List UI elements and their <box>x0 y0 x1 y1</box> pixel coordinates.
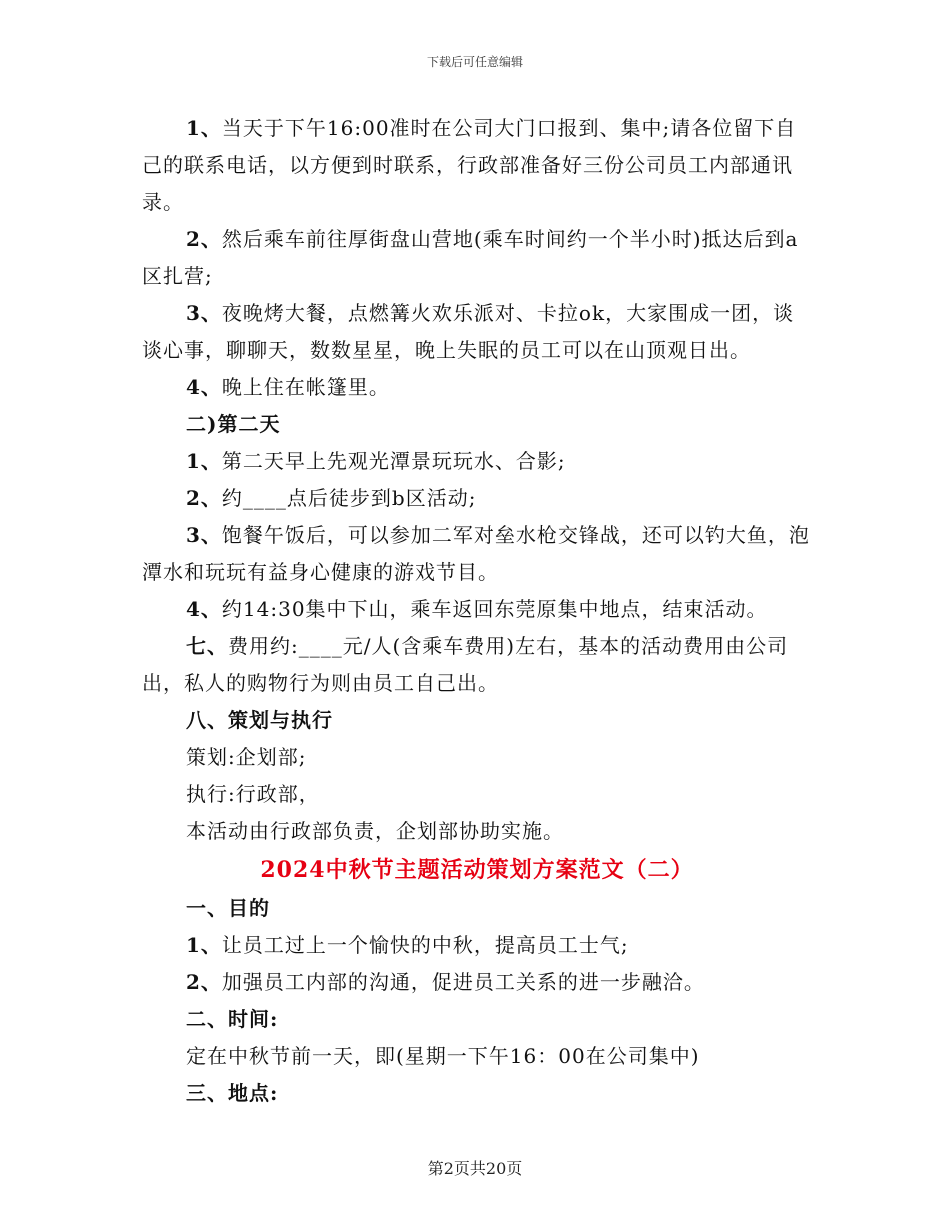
paragraph-text: 第二天早上先观光潭景玩玩水、合影; <box>221 449 566 473</box>
paragraph-purpose-item1 <box>142 927 812 964</box>
list-marker: 2、 <box>186 486 222 510</box>
section-heading-location: 三、地点: <box>186 1081 279 1105</box>
list-marker: 4、 <box>186 597 222 621</box>
section-heading-purpose: 一、目的 <box>186 896 270 920</box>
list-marker: 2、 <box>186 227 222 251</box>
paragraph-executor: 执行:行政部， <box>186 782 320 806</box>
paragraph-text: 晚上住在帐篷里。 <box>221 375 390 399</box>
paragraph-text: 夜晚烤大餐，点燃篝火欢乐派对、卡拉ok，大家围成一团，谈谈心事，聊聊天，数数星星，晚上失眠的员工可以在山顶观日出。 <box>142 301 795 362</box>
paragraph-planner: 策划:企划部; <box>186 745 307 769</box>
document-body <box>142 110 812 1112</box>
paragraph-cost <box>142 628 812 702</box>
list-marker: 2、 <box>186 970 222 994</box>
list-marker: 3、 <box>186 523 222 547</box>
section-marker: 七、 <box>186 634 228 658</box>
paragraph-day2-item2 <box>142 480 812 517</box>
paragraph-day2-item3 <box>142 517 812 591</box>
paragraph-purpose-item2 <box>142 964 812 1001</box>
list-marker: 1、 <box>186 933 222 957</box>
paragraph-day1-item2 <box>142 221 812 295</box>
paragraph-day1-item4 <box>142 369 812 406</box>
paragraph-day2-item1 <box>142 443 812 480</box>
page-footer: 第2页共20页 <box>427 1159 523 1178</box>
section-heading-planning: 八、策划与执行 <box>186 708 333 732</box>
section-heading-day2: 二)第二天 <box>186 412 281 436</box>
paragraph-text: 约____点后徒步到b区活动; <box>221 486 477 510</box>
paragraph-time: 定在中秋节前一天，即(星期一下午16：00在公司集中) <box>186 1044 700 1068</box>
list-marker: 4、 <box>186 375 222 399</box>
list-marker: 3、 <box>186 301 222 325</box>
list-marker: 1、 <box>186 449 222 473</box>
paragraph-text: 饱餐午饭后，可以参加二军对垒水枪交锋战，还可以钓大鱼，泡潭水和玩玩有益身心健康的游戏节目。 <box>142 523 810 584</box>
document-title: 2024中秋节主题活动策划方案范文（二） <box>260 857 694 883</box>
paragraph-text: 约14:30集中下山，乘车返回东莞原集中地点，结束活动。 <box>221 597 768 621</box>
paragraph-text: 当天于下午16:00准时在公司大门口报到、集中;请各位留下自己的联系电话，以方便到时联系，行政部准备好三份公司员工内部通讯录。 <box>142 116 797 214</box>
paragraph-day1-item3 <box>142 295 812 369</box>
paragraph-day1-item1 <box>142 110 812 221</box>
list-marker: 1、 <box>186 116 222 140</box>
section-heading-time: 二、时间: <box>186 1007 279 1031</box>
paragraph-text: 然后乘车前往厚街盘山营地(乘车时间约一个半小时)抵达后到a区扎营; <box>142 227 799 288</box>
paragraph-text: 让员工过上一个愉快的中秋，提高员工士气; <box>221 933 629 957</box>
paragraph-responsibility: 本活动由行政部负责，企划部协助实施。 <box>186 819 564 843</box>
paragraph-text: 费用约:____元/人(含乘车费用)左右，基本的活动费用由公司出，私人的购物行为则由员工自己出。 <box>142 634 789 695</box>
page-header: 下载后可任意编辑 <box>426 55 523 69</box>
paragraph-text: 加强员工内部的沟通，促进员工关系的进一步融洽。 <box>221 970 705 994</box>
paragraph-day2-item4 <box>142 591 812 628</box>
